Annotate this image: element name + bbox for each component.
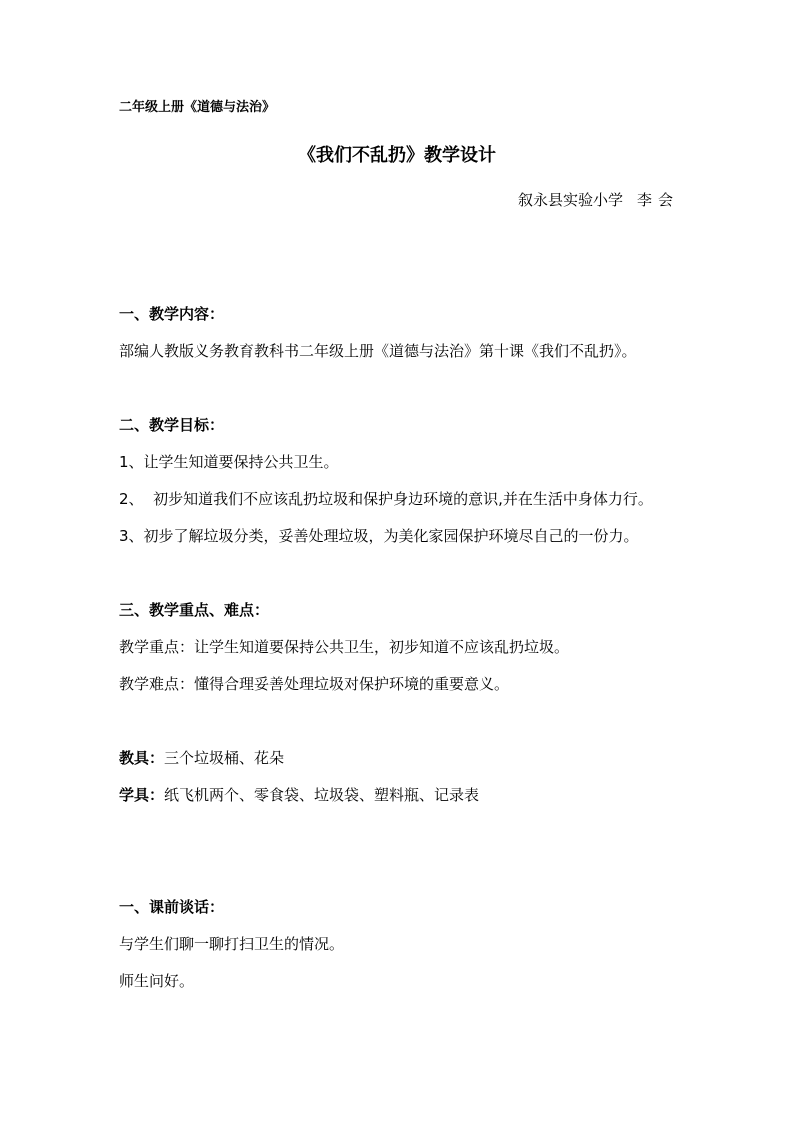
focus-key-point: 教学重点：让学生知道要保持公共卫生，初步知道不应该乱扔垃圾。 <box>119 638 570 656</box>
document-title: 《我们不乱扔》教学设计 <box>298 145 496 166</box>
section-focus-heading: 三、教学重点、难点： <box>119 601 270 619</box>
author-line <box>518 190 673 210</box>
course-header: 二年级上册《道德与法治》 <box>119 100 276 115</box>
focus-difficulty: 教学难点：懂得合理妥善处理垃圾对保护环境的重要意义。 <box>119 675 510 693</box>
author-name-second: 会 <box>657 191 673 209</box>
warmup-line-2: 师生问好。 <box>119 972 195 990</box>
warmup-line-1: 与学生们聊一聊打扫卫生的情况。 <box>119 935 345 953</box>
student-materials-items: 纸飞机两个、零食袋、垃圾袋、塑料瓶、记录表 <box>164 786 480 804</box>
section-warmup-heading: 一、课前谈话： <box>119 898 225 916</box>
author-school: 叙永县实验小学 <box>517 191 623 209</box>
goal-item-2: 2、 初步知道我们不应该乱扔垃圾和保护身边环境的意识,并在生活中身体力行。 <box>119 490 653 508</box>
teacher-materials <box>119 748 284 768</box>
author-name-first: 李 <box>636 191 652 209</box>
section-content-heading: 一、教学内容： <box>119 305 225 323</box>
section-content-text: 部编人教版义务教育教科书二年级上册《道德与法治》第十课《我们不乱扔》。 <box>119 342 637 360</box>
student-materials-label: 学具： <box>119 786 165 804</box>
student-materials <box>119 785 479 805</box>
section-goals-heading: 二、教学目标： <box>119 416 225 434</box>
teacher-materials-items: 三个垃圾桶、花朵 <box>164 749 285 767</box>
goal-item-1: 1、让学生知道要保持公共卫生。 <box>119 453 339 471</box>
goal-item-3: 3、初步了解垃圾分类，妥善处理垃圾，为美化家园保护环境尽自己的一份力。 <box>119 527 639 545</box>
teacher-materials-label: 教具： <box>119 749 165 767</box>
